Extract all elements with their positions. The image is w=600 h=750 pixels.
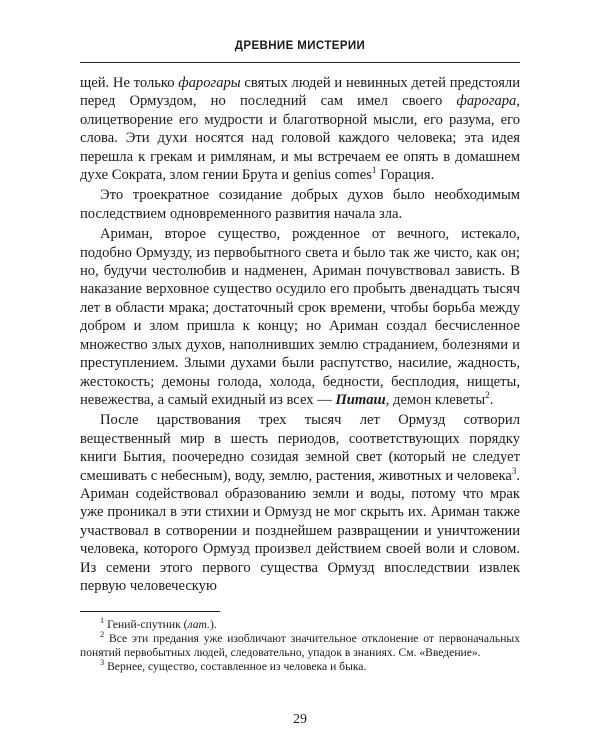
paragraph-3: Ариман, второе существо, рожденное от вечного, истекало, подобно Ормузду, из первобытного света и было так же чисто, как он; но, будучи честолюбив и надменен, Ариман почувствовал зависть. В наказание верховное существо осудило его пробыть двенадцать тысяч лет в области мрака; достаточный срок времени, чтобы борьба между добром и злом пришла к концу; но Ариман создал бесчисленное множество злых духов, наполнивших землю страданием, болезнями и преступлением. Злыми духами были распутство, насилие, жадность, жестокость; демоны голода, холода, бедности, бесплодия, нищеты, невежества, а самый ехидный из всех — Питаш, демон клеветы$^2$.: [80, 226, 520, 408]
page-number: 29: [293, 712, 307, 727]
footnote-ref-3: 3: [511, 465, 517, 476]
footnote-1: $^1$ Гений-спутник (лат.).: [100, 616, 217, 631]
paragraph-1: щей. Не только фарогары святых людей и невинных детей предстояли перед Ормуздом, но последний сам имел своего фарогара, олицетворение его мудрости и благотворной мысли, его разума, его слова. Эти духи носятся над головой каждого человека; эта идея перешла к грекам и римлянам, и мы встречаем ее опять в домашнем духе Сократа, злом гении Брута и genius comes$^1$ Горация.: [80, 75, 520, 184]
paragraph-4: После царствования трех тысяч лет Ормузд сотворил вещественный мир в шесть периодов, соответствующих порядку книги Бытия, поочередно созидая земной свет (который не следует смешивать с небесным), воду, землю, растения, животных и человека$^3$. Ариман содействовал образованию земли и воды, потому что мрак уже проникал в эти стихии и Ормузд не мог скрыть их. Ариман также участвовал в сотворении и позднейшем развращении и уничтожении человека, которого Ормузд произвел действием своей воли и словом. Из семени этого первого существа Ормузд впоследствии извлек первую человеческую: [80, 412, 521, 594]
main-text: [80, 74, 520, 595]
running-head: ДРЕВНИЕ МИСТЕРИИ: [234, 40, 366, 52]
footnote-3: $^3$ Вернее, существо, составленное из человека и быка.: [100, 658, 367, 673]
footnotes: [80, 618, 520, 674]
footnote-ref-2: 2: [485, 390, 490, 401]
footnote-ref-1: 1: [371, 165, 377, 176]
paragraph-2: Это троекратное созидание добрых духов было необходимым последствием одновременного развития начала зла.: [80, 187, 520, 222]
footnote-2: $^2$ Все эти предания уже изобличают значительное отклонение от первоначальных понятий первобытных людей, следовательно, упадок в знаниях. См. «Введение».: [80, 630, 520, 659]
header-rule: [80, 62, 520, 63]
footnote-separator: [80, 611, 220, 612]
